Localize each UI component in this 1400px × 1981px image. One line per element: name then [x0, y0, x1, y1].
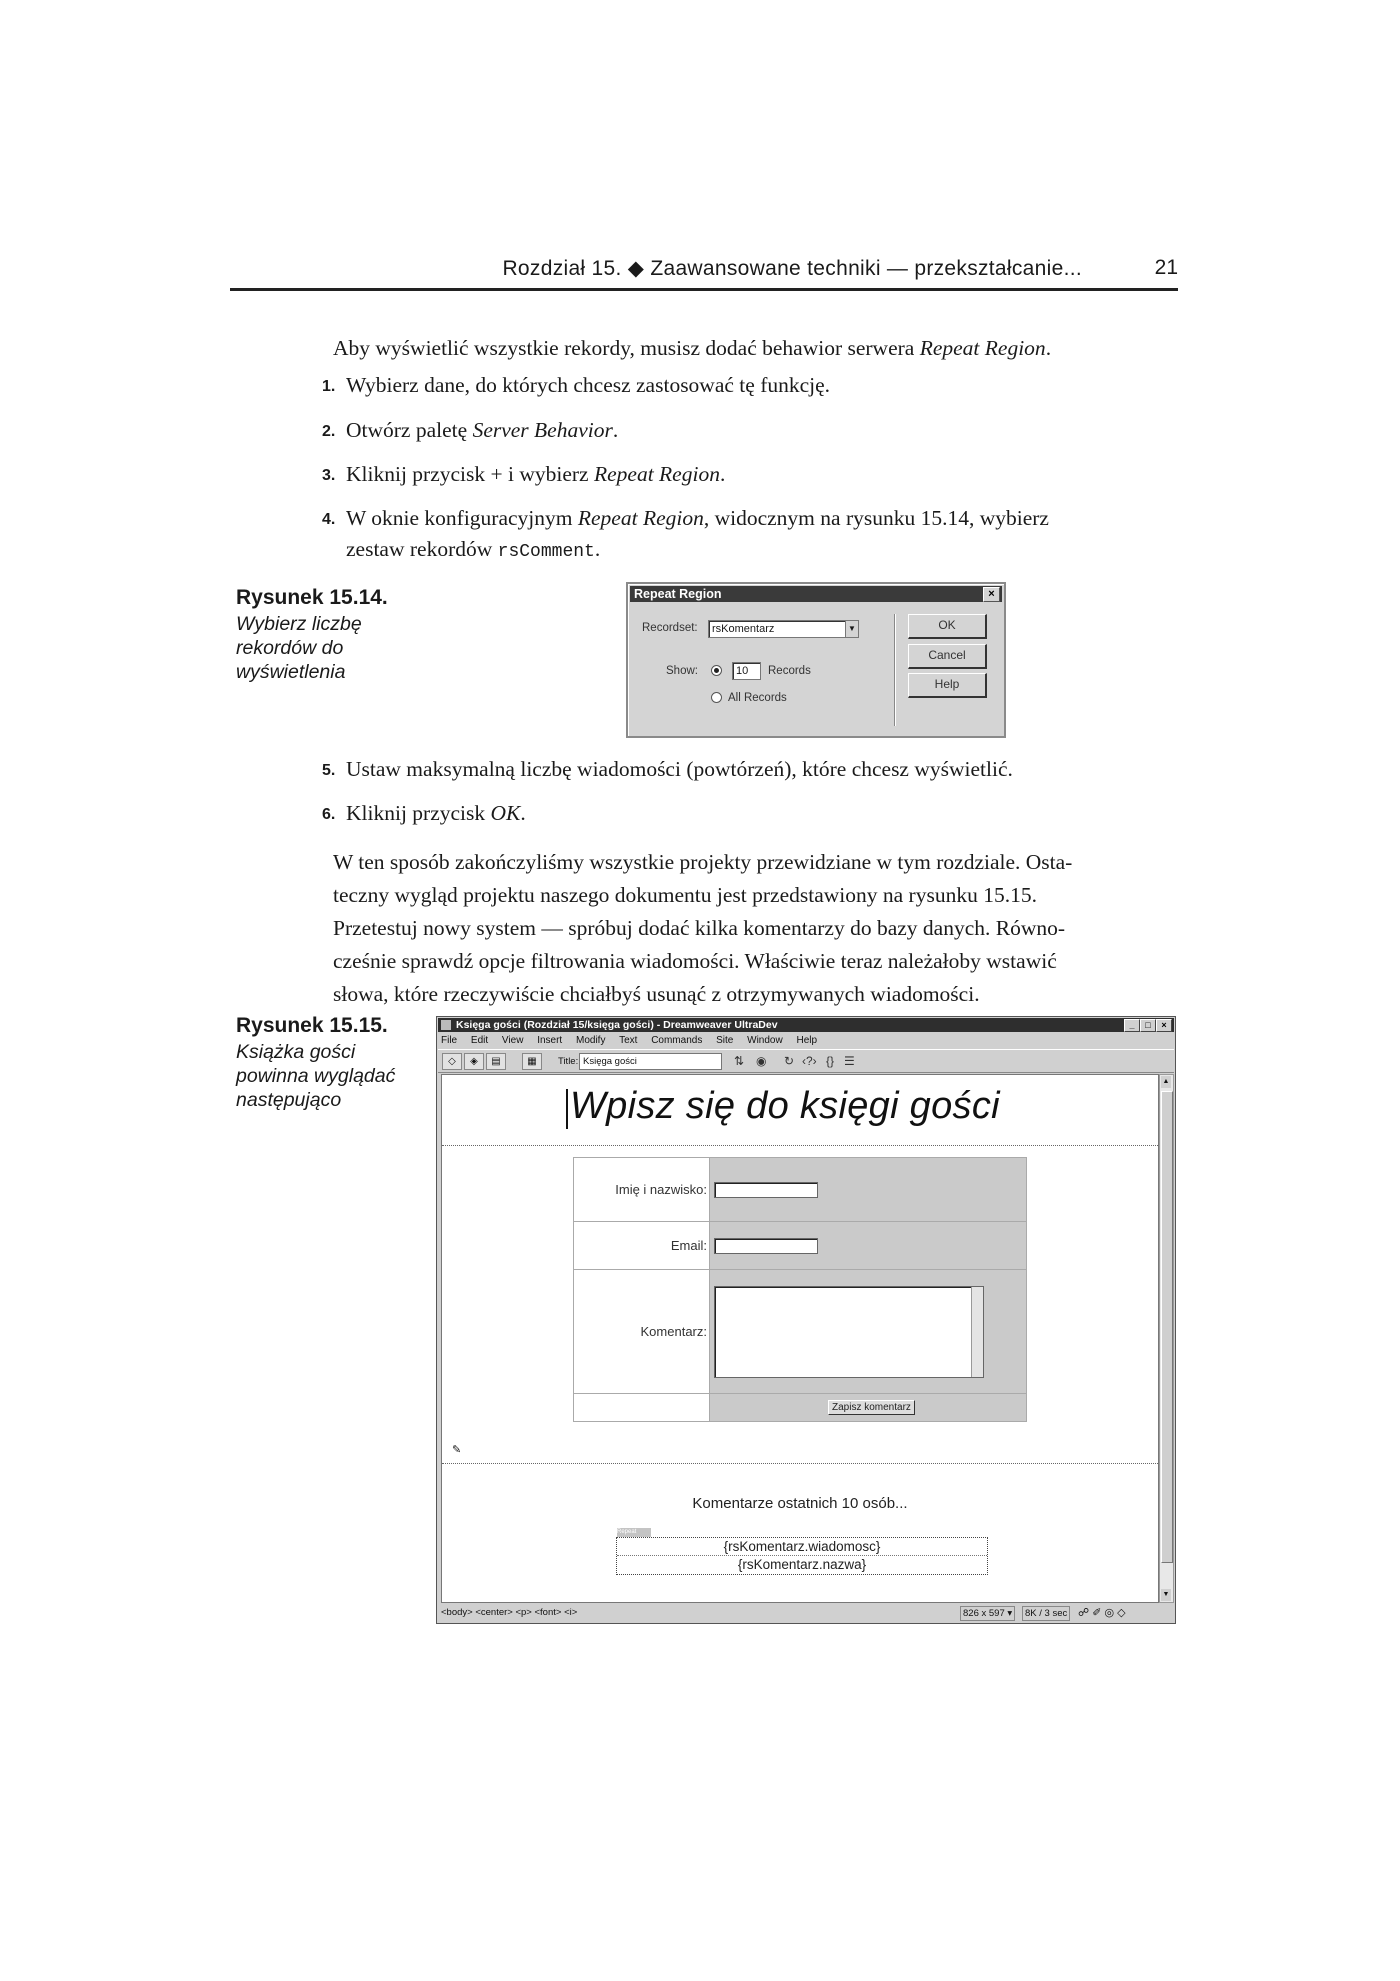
code-inline: rsComment — [497, 542, 595, 562]
document-design-view — [441, 1074, 1159, 1603]
submit-button[interactable]: Zapisz komentarz — [828, 1400, 915, 1415]
list-item — [322, 503, 1166, 568]
code-nav-icon[interactable]: {} — [826, 1054, 835, 1068]
scroll-thumb[interactable] — [1161, 1091, 1173, 1563]
live-data-icon[interactable]: ▦ — [522, 1053, 542, 1070]
split-view-icon[interactable]: ◈ — [464, 1053, 484, 1070]
name-label: Imię i nazwisko: — [574, 1158, 710, 1222]
menu-window[interactable]: Window — [747, 1035, 783, 1046]
list-text: W oknie konfiguracyjnym — [346, 506, 578, 530]
comment-textarea[interactable] — [714, 1286, 984, 1378]
list-emph: Server Behavior — [472, 418, 613, 442]
intro-end: . — [1045, 336, 1052, 360]
email-cell — [710, 1222, 1027, 1270]
window-size-select[interactable]: 826 x 597 ▾ — [960, 1606, 1015, 1621]
all-records-radio[interactable] — [711, 692, 722, 703]
email-input[interactable] — [714, 1238, 818, 1254]
paragraph-line: W ten sposób zakończyliśmy wszystkie projekty przewidziane w tym rozdziale. Osta- — [333, 850, 1073, 874]
textarea-scrollbar[interactable] — [971, 1287, 983, 1377]
running-header — [230, 256, 1178, 286]
title-field-label: Title: — [558, 1056, 579, 1067]
paragraph-line: cześnie sprawdź opcje filtrowania wiadomości. Właściwie teraz należałoby wstawić — [333, 949, 1057, 973]
ok-button[interactable]: OK — [908, 614, 987, 639]
preview-icon[interactable]: ◉ — [756, 1054, 767, 1068]
repeat-region — [616, 1529, 988, 1575]
scroll-down-icon[interactable]: ▼ — [1161, 1589, 1171, 1601]
guestbook-form — [573, 1157, 1027, 1422]
menu-file[interactable]: File — [441, 1035, 458, 1046]
menu-view[interactable]: View — [501, 1035, 524, 1046]
comment-label: Komentarz: — [574, 1270, 710, 1394]
code-view-icon[interactable]: ◇ — [442, 1053, 462, 1070]
menu-help[interactable]: Help — [796, 1035, 818, 1046]
menu-commands[interactable]: Commands — [651, 1035, 703, 1046]
text-cursor — [566, 1089, 568, 1129]
app-icon — [441, 1020, 451, 1030]
figure-caption-text: Wybierz liczbę rekordów do wyświetlenia — [236, 613, 362, 683]
view-options-icon[interactable]: ☰ — [844, 1054, 855, 1068]
cancel-button[interactable]: Cancel — [908, 644, 987, 669]
list-item — [322, 459, 1166, 490]
page-heading: Wpisz się do księgi gości — [570, 1085, 1000, 1127]
list-text-end: . — [719, 462, 726, 486]
all-records-label: All Records — [728, 692, 787, 704]
window-titlebar — [438, 1018, 1174, 1032]
paragraph-line: słowa, które rzeczywiście chciałbyś usunąć z otrzymywanych wiadomości. — [333, 982, 980, 1006]
list-number: 3. — [322, 467, 336, 484]
list-text-end: . — [520, 801, 526, 825]
maximize-icon[interactable]: □ — [1140, 1019, 1156, 1032]
help-button[interactable]: Help — [908, 673, 987, 698]
chapter-title: Rozdział 15. ◆ Zaawansowane techniki — przekształcanie... — [502, 257, 1082, 280]
repeat-tag: Repeat — [617, 1528, 651, 1537]
name-input[interactable] — [714, 1182, 818, 1198]
figure-caption-text: Książka gości powinna wyglądać następująco — [236, 1041, 396, 1111]
intro-paragraph — [333, 332, 1173, 365]
tag-selector[interactable]: <body> <center> <p> <font> <i> — [441, 1607, 578, 1618]
list-text: Ustaw maksymalną liczbę wiadomości (powtórzeń), które chcesz wyświetlić. — [346, 757, 1013, 781]
show-count-radio[interactable] — [711, 665, 722, 676]
intro-text: Aby wyświetlić wszystkie rekordy, musisz dodać behawior serwera — [333, 336, 920, 360]
records-label: Records — [768, 665, 811, 677]
form-marker-icon: ✎ — [452, 1444, 462, 1456]
download-time: 8K / 3 sec — [1022, 1606, 1070, 1621]
empty-cell — [574, 1394, 710, 1422]
list-text-end: , widocznym na rysunku 15.14, wybierz — [703, 506, 1049, 530]
show-label: Show: — [666, 665, 698, 677]
recent-comments-heading: Komentarze ostatnich 10 osób... — [692, 1495, 908, 1512]
list-number: 2. — [322, 423, 336, 440]
repeat-region-dialog — [626, 582, 1006, 738]
figure-caption — [236, 584, 426, 684]
launcher-icons[interactable]: ☍ ✐ ◎ ◇ — [1078, 1607, 1126, 1619]
menu-text[interactable]: Text — [619, 1035, 638, 1046]
window-title: Księga gości (Rozdział 15/księga gości) - Dreamweaver UltraDev — [456, 1019, 778, 1031]
list-number: 4. — [322, 511, 336, 528]
scroll-up-icon[interactable]: ▲ — [1161, 1076, 1171, 1088]
file-management-icon[interactable]: ⇅ — [734, 1054, 745, 1068]
menu-bar — [441, 1034, 828, 1048]
vertical-scrollbar[interactable] — [1159, 1074, 1174, 1603]
recordset-select[interactable] — [708, 620, 859, 638]
page-number: 21 — [1154, 256, 1178, 279]
menu-site[interactable]: Site — [716, 1035, 734, 1046]
list-emph: OK — [490, 801, 521, 825]
email-label: Email: — [574, 1222, 710, 1270]
repeat-field-name: {rsKomentarz.nazwa} — [737, 1557, 867, 1572]
paragraph-line: Przetestuj nowy system — spróbuj dodać kilka komentarzy do bazy danych. Równo- — [333, 916, 1066, 940]
menu-insert[interactable]: Insert — [537, 1035, 563, 1046]
reference-icon[interactable]: ‹?› — [802, 1054, 817, 1068]
figure-label: Rysunek 15.15. — [236, 1014, 388, 1037]
list-text-end: . — [612, 418, 619, 442]
list-emph: Repeat Region — [593, 462, 720, 486]
minimize-icon[interactable]: _ — [1124, 1019, 1140, 1032]
list-item — [322, 798, 1166, 829]
dreamweaver-window — [436, 1016, 1176, 1624]
repeat-field-message: {rsKomentarz.wiadomosc} — [617, 1538, 987, 1556]
title-input[interactable]: Księga gości — [579, 1053, 722, 1070]
record-count-input[interactable] — [732, 662, 761, 680]
menu-edit[interactable]: Edit — [470, 1035, 489, 1046]
refresh-icon[interactable]: ↻ — [784, 1054, 795, 1068]
recordset-value: rsKomentarz — [712, 623, 775, 635]
paragraph-line: teczny wygląd projektu naszego dokumentu jest przedstawiony na rysunku 15.15. — [333, 883, 1037, 907]
dotted-divider — [442, 1145, 1158, 1146]
close-icon[interactable]: × — [983, 587, 1000, 602]
document-toolbar — [438, 1049, 1174, 1073]
dialog-titlebar — [630, 586, 1002, 602]
list-text-line2: zestaw rekordów — [346, 537, 498, 561]
list-text: Kliknij przycisk + i wybierz — [346, 462, 594, 486]
list-number: 6. — [322, 806, 336, 823]
list-number: 1. — [322, 378, 336, 395]
list-emph: Repeat Region — [577, 506, 704, 530]
comment-cell — [710, 1270, 1027, 1394]
close-icon[interactable]: × — [1156, 1019, 1172, 1032]
list-text-end: . — [594, 537, 601, 561]
figure-label: Rysunek 15.14. — [236, 586, 388, 609]
list-item — [322, 370, 1166, 401]
recordset-label: Recordset: — [642, 622, 698, 634]
submit-cell — [710, 1394, 1027, 1422]
list-item — [322, 754, 1166, 785]
dotted-divider — [442, 1463, 1158, 1464]
name-cell — [710, 1158, 1027, 1222]
chevron-down-icon[interactable]: ▼ — [845, 621, 858, 637]
figure-caption — [236, 1012, 426, 1112]
dialog-separator — [894, 614, 895, 726]
list-text: Kliknij przycisk — [346, 801, 491, 825]
list-text: Wybierz dane, do których chcesz zastosować tę funkcję. — [346, 373, 831, 397]
list-number: 5. — [322, 762, 336, 779]
record-count-value: 10 — [736, 665, 749, 677]
status-bar — [438, 1604, 1174, 1622]
dialog-title: Repeat Region — [634, 587, 722, 601]
summary-paragraph — [333, 846, 1173, 1011]
list-item — [322, 415, 1166, 446]
intro-emph: Repeat Region — [919, 336, 1046, 360]
menu-modify[interactable]: Modify — [576, 1035, 606, 1046]
design-view-icon[interactable]: ▤ — [486, 1053, 506, 1070]
header-rule — [230, 288, 1178, 291]
list-text: Otwórz paletę — [346, 418, 473, 442]
